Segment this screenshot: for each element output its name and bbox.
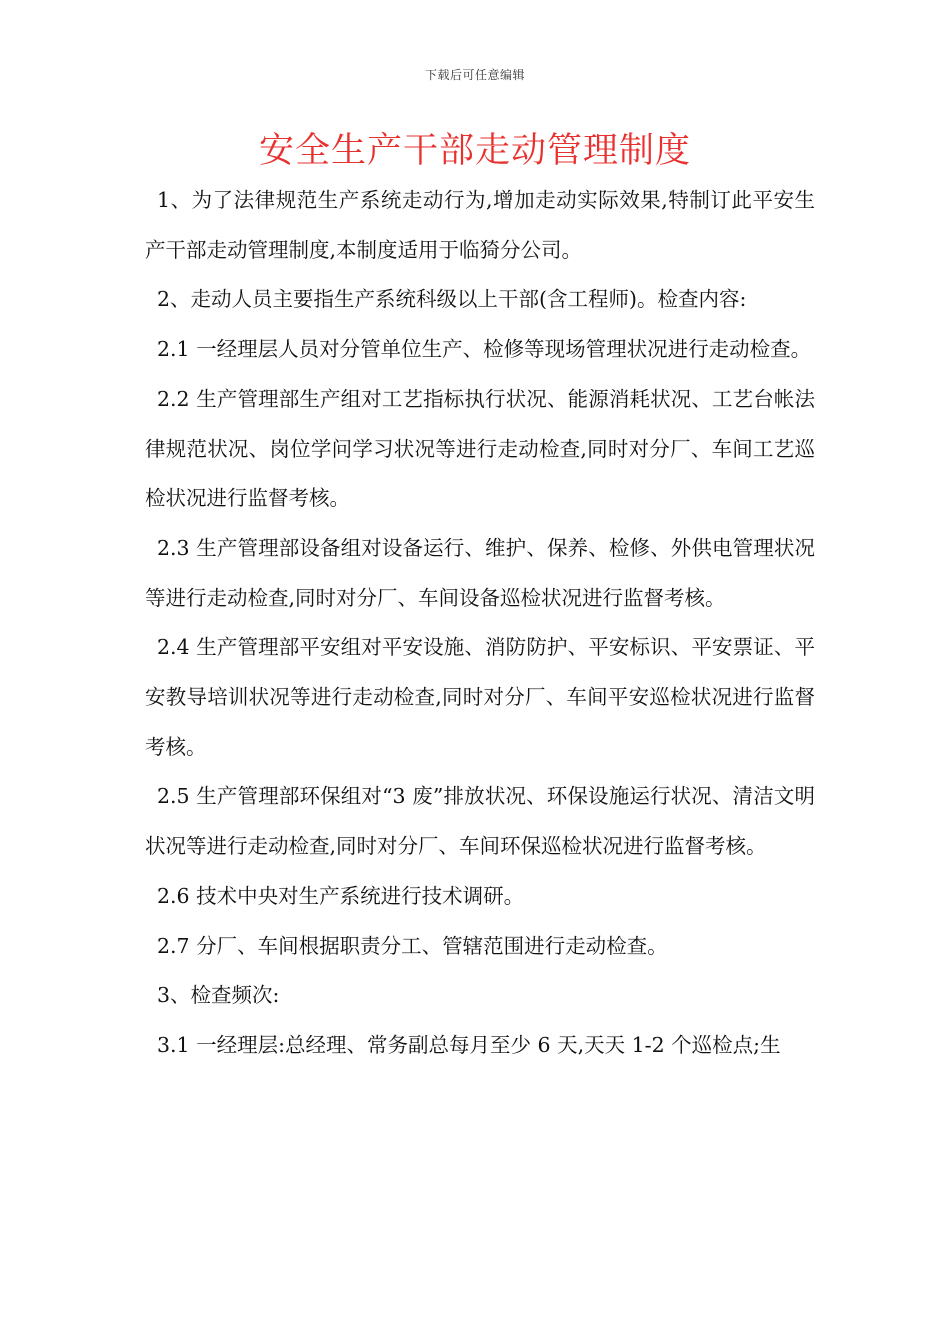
paragraph-2-5: 2.5 生产管理部环保组对“3 废”排放状况、环保设施运行状况、清洁文明状况等进行走动检查,同时对分厂、车间环保巡检状况进行监督考核。 <box>145 784 815 859</box>
paragraph-2: 2、走动人员主要指生产系统科级以上干部(含工程师)。检查内容: <box>157 287 747 312</box>
paragraph-3: 3、检查频次: <box>157 983 280 1008</box>
document-title: 安全生产干部走动管理制度 <box>258 131 691 171</box>
paragraph-2-7: 2.7 分厂、车间根据职责分工、管辖范围进行走动检查。 <box>157 933 668 958</box>
paragraph-2-1: 2.1 一经理层人员对分管单位生产、检修等现场管理状况进行走动检查。 <box>157 337 812 362</box>
paragraph-2-4: 2.4 生产管理部平安组对平安设施、消防防护、平安标识、平安票证、平安教导培训状况等进行走动检查,同时对分厂、车间平安巡检状况进行监督考核。 <box>145 635 815 759</box>
paragraph-2-2: 2.2 生产管理部生产组对工艺指标执行状况、能源消耗状况、工艺台帐法律规范状况、岗位学问学习状况等进行走动检查,同时对分厂、车间工艺巡检状况进行监督考核。 <box>145 386 815 511</box>
header-note: 下载后可任意编辑 <box>424 68 525 82</box>
paragraph-2-3: 2.3 生产管理部设备组对设备运行、维护、保养、检修、外供电管理状况等进行走动检查,同时对分厂、车间设备巡检状况进行监督考核。 <box>145 535 815 610</box>
paragraph-3-1: 3.1 一经理层:总经理、常务副总每月至少 6 天,天天 1-2 个巡检点;生 <box>157 1032 781 1057</box>
document-body <box>145 176 815 1071</box>
paragraph-2-6: 2.6 技术中央对生产系统进行技术调研。 <box>157 883 525 908</box>
paragraph-1: 1、为了法律规范生产系统走动行为,增加走动实际效果,特制订此平安生产干部走动管理制度,本制度适用于临猗分公司。 <box>145 188 815 262</box>
